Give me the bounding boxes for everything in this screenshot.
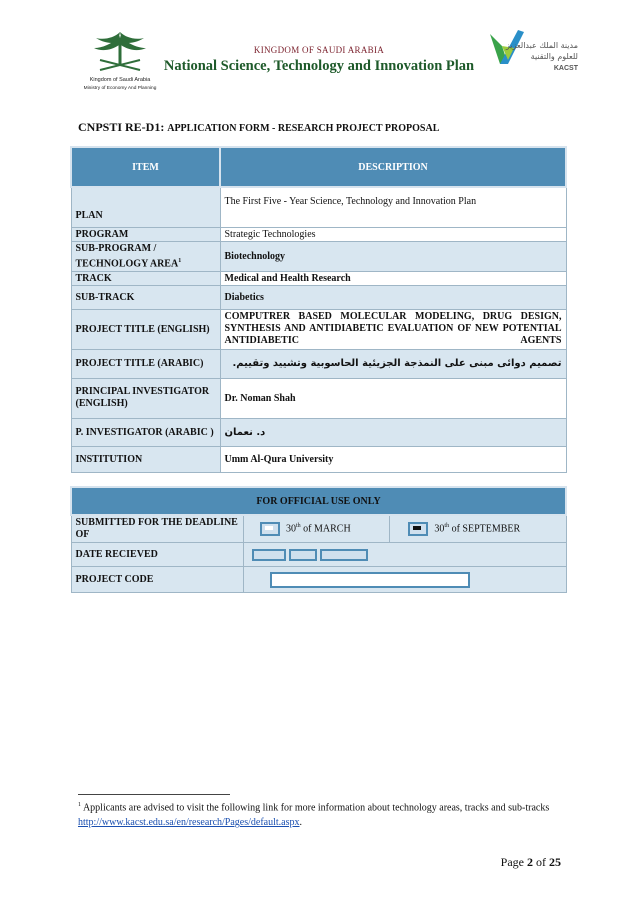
- footnote-tail: .: [299, 817, 303, 829]
- row-value-subtrack: Diabetics: [220, 285, 566, 309]
- row-value-plan: The First Five - Year Science, Technology and Innovation Plan: [220, 187, 566, 227]
- table-row: [71, 285, 566, 309]
- date-day-field[interactable]: [252, 549, 286, 561]
- footnote-rule: [78, 794, 230, 795]
- project-code-label: PROJECT CODE: [71, 567, 243, 593]
- svg-text:للعلوم والتقنية: للعلوم والتقنية: [530, 52, 578, 61]
- row-label-title-arabic: PROJECT TITLE (ARABIC): [71, 349, 220, 378]
- page-number: [501, 855, 561, 870]
- page-current: 2: [527, 855, 533, 869]
- official-use-table: [70, 486, 567, 593]
- svg-text:Kingdom of Saudi Arabia: Kingdom of Saudi Arabia: [89, 77, 151, 83]
- table-row: [71, 515, 566, 543]
- date-month-field[interactable]: [289, 549, 317, 561]
- september-checkbox[interactable]: [408, 522, 428, 536]
- september-day-suffix: th: [444, 522, 450, 529]
- table-row: [71, 241, 566, 271]
- page-of: of: [533, 855, 549, 869]
- page-total: 25: [549, 855, 561, 869]
- march-checkbox[interactable]: [260, 522, 280, 536]
- date-received-label: DATE RECIEVED: [71, 543, 243, 567]
- table-header-row: [71, 147, 566, 187]
- row-label-subprogram: [71, 241, 220, 271]
- footnote-text: Applicants are advised to visit the following link for more information about technology areas, tracks and sub-tracks: [81, 802, 550, 814]
- row-value-track: Medical and Health Research: [220, 271, 566, 285]
- project-code-field[interactable]: [270, 572, 470, 588]
- svg-text:Ministry of Economy And Planni: Ministry of Economy And Planning: [83, 86, 157, 91]
- footnote: [78, 798, 560, 830]
- submitted-deadline-label: SUBMITTED FOR THE DEADLINE OF: [71, 515, 243, 543]
- date-received-field: [243, 543, 566, 567]
- table-row: [71, 187, 566, 227]
- row-value-subprogram: Biotechnology: [220, 241, 566, 271]
- deadline-option-march[interactable]: [243, 515, 389, 543]
- page-word: Page: [500, 855, 527, 869]
- table-row: [71, 349, 566, 378]
- plan-heading: National Science, Technology and Innovation Plan: [163, 58, 475, 74]
- row-label-pi-arabic: P. INVESTIGATOR (ARABIC ): [71, 418, 220, 446]
- row-label-pi-english: PRINCIPAL INVESTIGATOR (ENGLISH): [71, 378, 220, 418]
- row-label-track: TRACK: [71, 271, 220, 285]
- form-code: CNPSTI RE-D1:: [78, 120, 165, 134]
- row-label-title-english: PROJECT TITLE (ENGLISH): [71, 309, 220, 349]
- table-row: [71, 309, 566, 349]
- table-row: [71, 567, 566, 593]
- header-item: ITEM: [71, 147, 220, 187]
- september-day: 30: [434, 523, 445, 535]
- date-year-field[interactable]: [320, 549, 368, 561]
- row-value-institution: Umm Al-Qura University: [220, 446, 566, 472]
- row-label-plan: PLAN: [71, 187, 220, 227]
- row-value-pi-arabic: د. نعمان: [220, 418, 566, 446]
- official-use-header: FOR OFFICIAL USE ONLY: [71, 487, 566, 515]
- deadline-option-september[interactable]: [389, 515, 566, 543]
- march-day-suffix: th: [296, 522, 301, 529]
- footnote-number: 1: [78, 802, 81, 808]
- row-label-program: PROGRAM: [71, 227, 220, 241]
- table-row: [71, 378, 566, 418]
- header-description: DESCRIPTION: [220, 147, 566, 187]
- footnote-link[interactable]: http://www.kacst.edu.sa/en/research/Pages/default.aspx: [78, 817, 300, 829]
- march-label: of MARCH: [300, 523, 351, 535]
- row-label-institution: INSTITUTION: [71, 446, 220, 472]
- table-row: [71, 227, 566, 241]
- table-row: [71, 418, 566, 446]
- document-title: [78, 120, 439, 135]
- subprogram-label-text: SUB-PROGRAM / TECHNOLOGY AREA: [75, 242, 179, 269]
- svg-text:KACST: KACST: [553, 65, 578, 72]
- table-row: [71, 543, 566, 567]
- september-label: of SEPTEMBER: [449, 523, 521, 535]
- project-code-cell: [243, 567, 566, 593]
- kingdom-heading: KINGDOM OF SAUDI ARABIA: [253, 45, 385, 55]
- footnote-ref: 1: [178, 257, 182, 264]
- row-value-title-english: COMPUTRER BASED MOLECULAR MODELING, DRUG DESIGN, SYNTHESIS AND ANTIDIABETIC EVALUATION OF NEW POTENTIAL ANTIDIABETIC AGENTS: [220, 309, 566, 349]
- row-value-title-arabic: تصميم دوائى مبنى على النمذجة الجزيئية الحاسوبية وتشييد وتقييم.: [220, 349, 566, 378]
- proposal-table: [70, 146, 567, 473]
- kacst-logo: [484, 26, 580, 86]
- table-row: [71, 446, 566, 472]
- table-header-row: [71, 487, 566, 515]
- row-label-subtrack: SUB-TRACK: [71, 285, 220, 309]
- march-day: 30: [286, 523, 296, 535]
- row-value-program: Strategic Technologies: [220, 227, 566, 241]
- table-row: [71, 271, 566, 285]
- svg-text:مدينة الملك عبدالعزيز: مدينة الملك عبدالعزيز: [505, 41, 578, 50]
- form-title: APPLICATION FORM - RESEARCH PROJECT PROPOSAL: [167, 123, 440, 134]
- row-value-pi-english: Dr. Noman Shah: [220, 378, 566, 418]
